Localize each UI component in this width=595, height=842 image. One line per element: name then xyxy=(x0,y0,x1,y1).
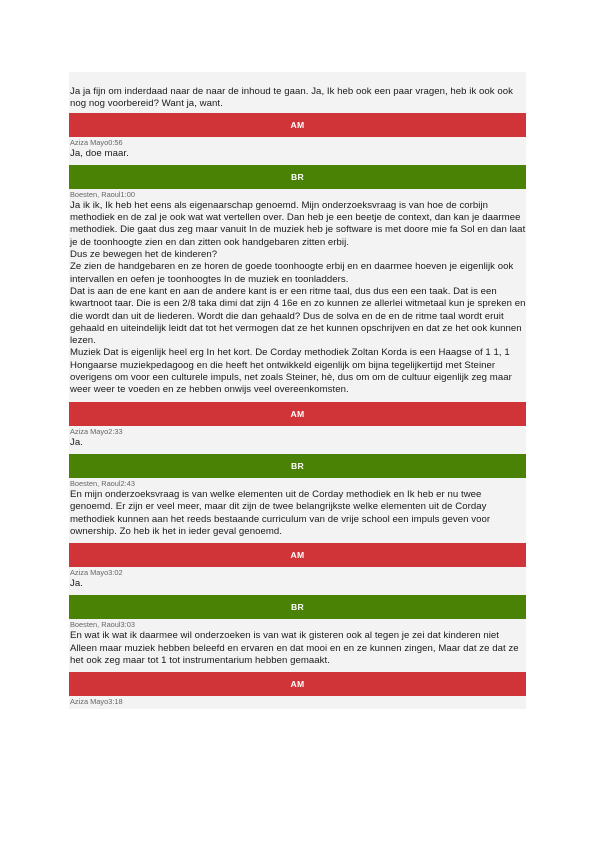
speaker-meta xyxy=(70,697,526,707)
speaker-name: Boesten, Raoul xyxy=(70,620,121,630)
turn-list xyxy=(69,113,526,710)
intro-text: Ja ja fijn om inderdaad naar de naar de inhoud te gaan. Ja, Ik heb ook een paar vragen, heb ik ook ook nog nog voorbereid? Want ja, want. xyxy=(70,86,516,110)
speaker-initials-bar: BR xyxy=(69,595,526,619)
timestamp: 1:00 xyxy=(120,189,135,199)
intro-message xyxy=(69,72,526,113)
message-text: Ja. xyxy=(70,578,83,590)
timestamp: 3:03 xyxy=(120,620,135,630)
speaker-initials-bar: BR xyxy=(69,454,526,478)
speaker-name: Aziza Mayo xyxy=(70,426,109,436)
message-text: En wat ik wat ik daarmee wil onderzoeken is van wat ik gisteren ook al tegen je zei dat kinderen niet Alleen maar muziek hebben beleefd en ervaren en dat mooi en en ze kunnen zingen, Maar dat ze dat ze het ook zeg maar tot 1 tot instrumentarium hebben gemaakt. xyxy=(70,630,522,667)
speaker-name: Boesten, Raoul xyxy=(70,478,121,488)
speaker-name: Aziza Mayo xyxy=(70,697,109,707)
timestamp: 2:43 xyxy=(120,478,135,488)
transcript-entry xyxy=(69,137,526,165)
speaker-meta xyxy=(70,568,526,578)
speaker-meta xyxy=(70,479,526,489)
transcript-entry xyxy=(69,478,526,543)
speaker-initials-bar: AM xyxy=(69,672,526,696)
timestamp: 3:02 xyxy=(108,568,123,578)
transcript-entry xyxy=(69,567,526,595)
message-text: En mijn onderzoeksvraag is van welke elementen uit de Corday methodiek en Ik heb er nu twee genoemd. Er zijn er veel meer, maar dit zijn de twee belangrijkste welke elementen uit de Corday methodiek kunnen aan het reeds bestaande curriculum van de vrije school een impuls geven voor ownership. Zo heb ik het in ieder geval genoemd. xyxy=(70,488,493,537)
transcript-entry xyxy=(69,619,526,672)
message-text: Ja ik ik, Ik heb het eens als eigenaarschap genoemd. Mijn onderzoeksvraag is van hoe de corbijn methodiek en de zal je ook wat wat vertellen over. Dan heb je een beetje de context, dan kan je daarmee methodiek. Die gaat dus zeg maar vanuit In de muziek heb je software is met doore mie fa Sol en dan laat je de toonhoogte zien en dan zitten ook handgebaren zitten erbij. Dus ze bewegen het de kinderen? Ze zien de handgebaren en ze horen de goede toonhoogte erbij en en daarmee hoeven je eigenlijk ook intervallen en oefen je toonhoogtes In de muziek en toonladders. Dat is aan de ene kant en aan de andere kant is er een ritme taal, dus dus een een taak. Dat is een kwartnoot taar. Die is een 2/8 taka dimi dat zijn 4 16e en zo kunnen ze allerlei witmetaal kun je spreken en die wordt dan uit de liederen. Wordt die dan gehaald? Dus de solva en de en de ritme taal wordt eruit gehaald en uiteindelijk leidt dat tot het vermogen dat ze het kunnen opschrijven en dat ze het ook kunnen lezen. Muziek Dat is eigenlijk heel erg In het kort. De Corday methodiek Zoltan Korda is een Haagse of 1 1, 1 Hongaarse muziekpedagoog en die heeft het ontwikkeld eigenlijk om bijna tegelijkertijd met Steiner overigens om voor een culturele impuls, net zoals Steiner, hè, dus om om de cultuur eigenlijk zeg maar weer weer te voeden en ze hebben onwijs veel overeenkomsten. xyxy=(70,199,526,396)
transcript-entry xyxy=(69,189,526,402)
timestamp: 0:56 xyxy=(108,137,123,147)
speaker-initials-bar: AM xyxy=(69,543,526,567)
message-text: Ja, doe maar. xyxy=(70,147,129,159)
speaker-name: Aziza Mayo xyxy=(70,137,109,147)
speaker-initials-bar: AM xyxy=(69,113,526,137)
transcript xyxy=(69,72,526,709)
speaker-meta xyxy=(70,190,526,200)
speaker-meta xyxy=(70,427,526,437)
speaker-meta xyxy=(70,620,526,630)
message-text: Ja. xyxy=(70,436,83,448)
transcript-entry xyxy=(69,696,526,709)
speaker-name: Aziza Mayo xyxy=(70,568,109,578)
speaker-initials-bar: BR xyxy=(69,165,526,189)
speaker-initials-bar: AM xyxy=(69,402,526,426)
timestamp: 2:33 xyxy=(108,426,123,436)
speaker-name: Boesten, Raoul xyxy=(70,189,121,199)
timestamp: 3:18 xyxy=(108,697,123,707)
speaker-meta xyxy=(70,138,526,148)
transcript-entry xyxy=(69,426,526,454)
